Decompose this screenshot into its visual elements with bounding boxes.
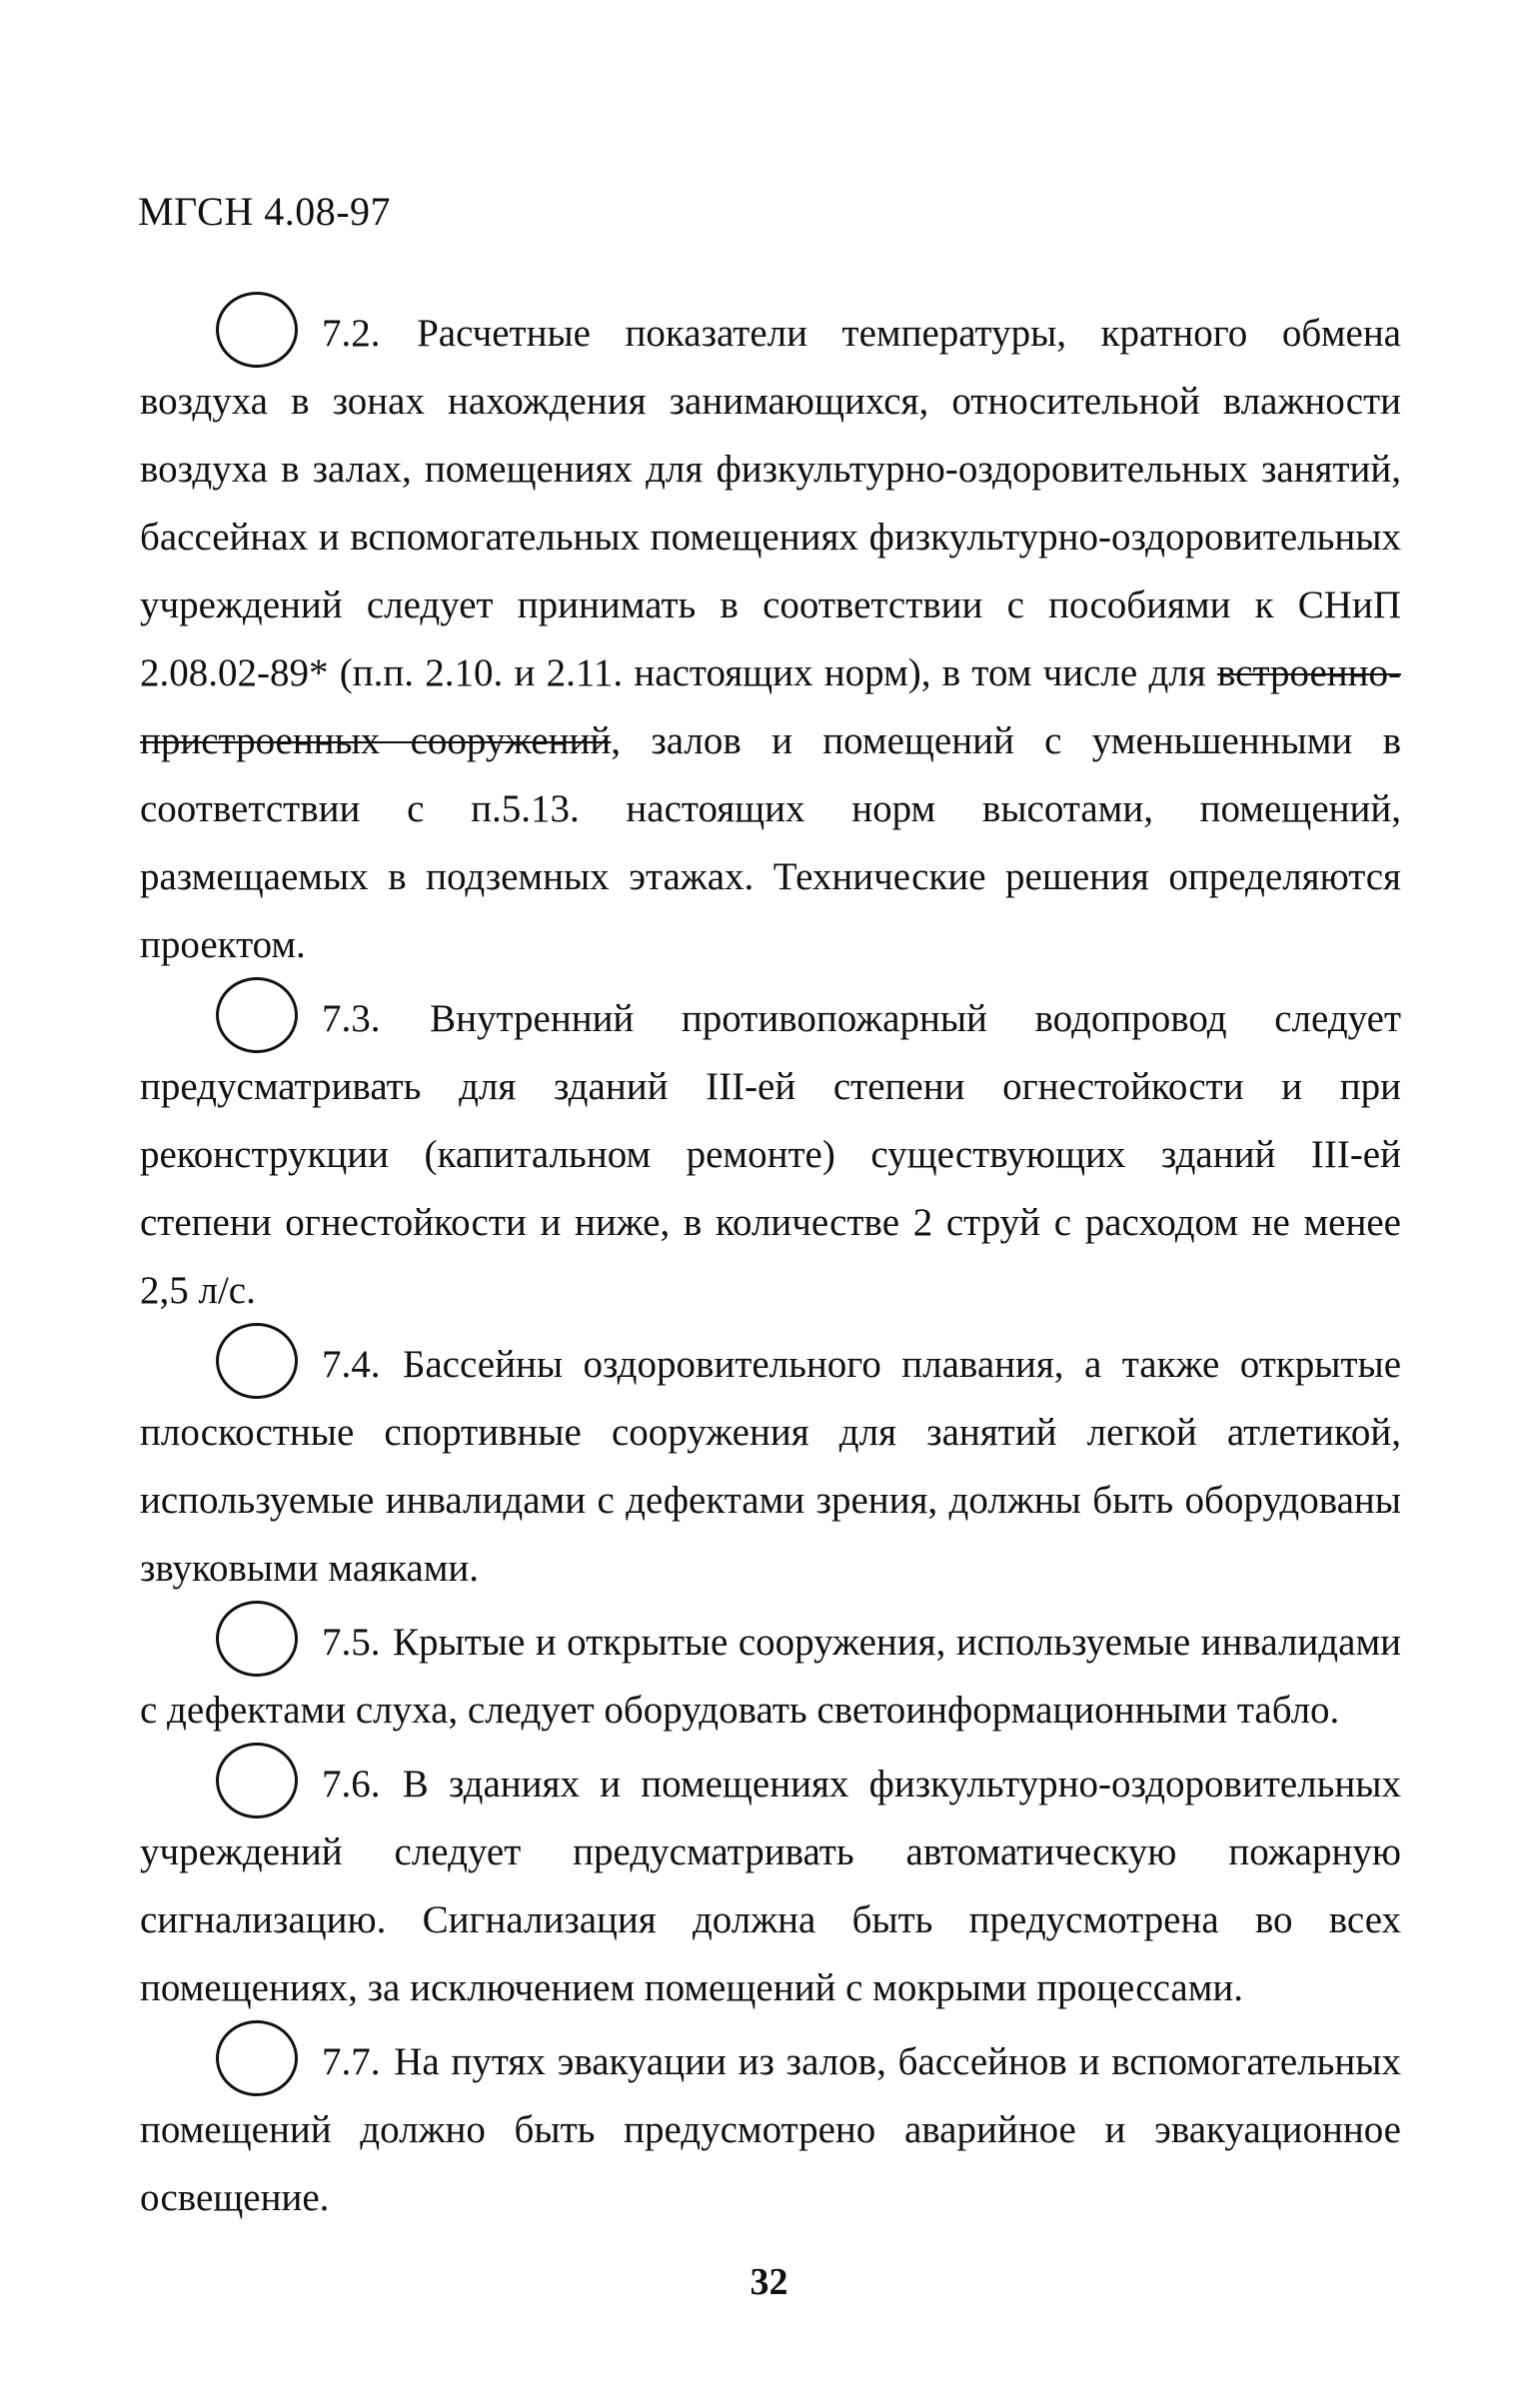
document-code: МГСН 4.08-97 [138,189,392,234]
paragraph-text: Бассейны оздоровительного плавания, а также открытые плоскостные спортивные сооружения для занятий легкой атлетикой, используемые инвалидами с дефектами зрения, должны быть оборудованы звуковыми маяками. [140,1343,1402,1590]
document-body [140,300,1401,2232]
paragraph-7-5 [140,1609,1401,1745]
paragraph-text: Внутренний противопожарный водопровод следует предусматривать для зданий III-ей степени огнестойкости и при реконструкции (капитальном ремонте) существующих зданий III-ей степени огнестойкости и ниже, в количестве 2 струй с расходом не менее 2,5 л/с. [140,997,1401,1312]
paragraph-7-6 [140,1751,1401,2022]
paragraph-text: В зданиях и помещениях физкультурно-оздоровительных учреждений следует предусматривать автоматическую пожарную сигнализацию. Сигнализация должна быть предусмотрена во всех помещениях, за исключением помещений с мокрыми процессами. [140,1763,1401,2009]
paragraph-number: 7.4. [230,1331,383,1399]
paragraph-text: Расчетные показатели температуры, кратного обмена воздуха в зонах нахождения занимающихся, относительной влажности воздуха в залах, помещениях для физкультурно-оздоровительных занятий, бассейнах и вспомогательных помещениях физкультурно-оздоровительных учреждений следует принимать в соответствии с пособиями к СНиП 2.08.02-89* (п.п. 2.10. и 2.11. настоящих норм), в том числе для [140,312,1401,694]
paragraph-text: Крытые и открытые сооружения, используемые инвалидами с дефектами слуха, следует оборудовать светоинформационными табло. [140,1621,1402,1732]
paragraph-number: 7.3. [230,985,383,1053]
paragraph-text-continued: , залов и помещений с уменьшенными в соответствии с п.5.13. настоящих норм высотами, помещений, размещаемых в подземных этажах. Технические решения определяются проектом. [140,719,1401,966]
page-number: 32 [750,2261,788,2303]
paragraph-7-7 [140,2028,1401,2232]
paragraph-number: 7.7. [230,2028,383,2096]
paragraph-7-2 [140,300,1401,979]
paragraph-number: 7.6. [230,1751,383,1818]
paragraph-7-4 [140,1331,1401,1603]
paragraph-number: 7.2. [230,300,383,368]
paragraph-number: 7.5. [230,1609,383,1677]
paragraph-text: На путях эвакуации из залов, бассейнов и вспомогательных помещений должно быть предусмотрено аварийное и эвакуационное освещение. [140,2040,1401,2219]
struck-text: встроенно-пристроенных сооружений [140,651,1401,762]
paragraph-7-3 [140,985,1401,1325]
